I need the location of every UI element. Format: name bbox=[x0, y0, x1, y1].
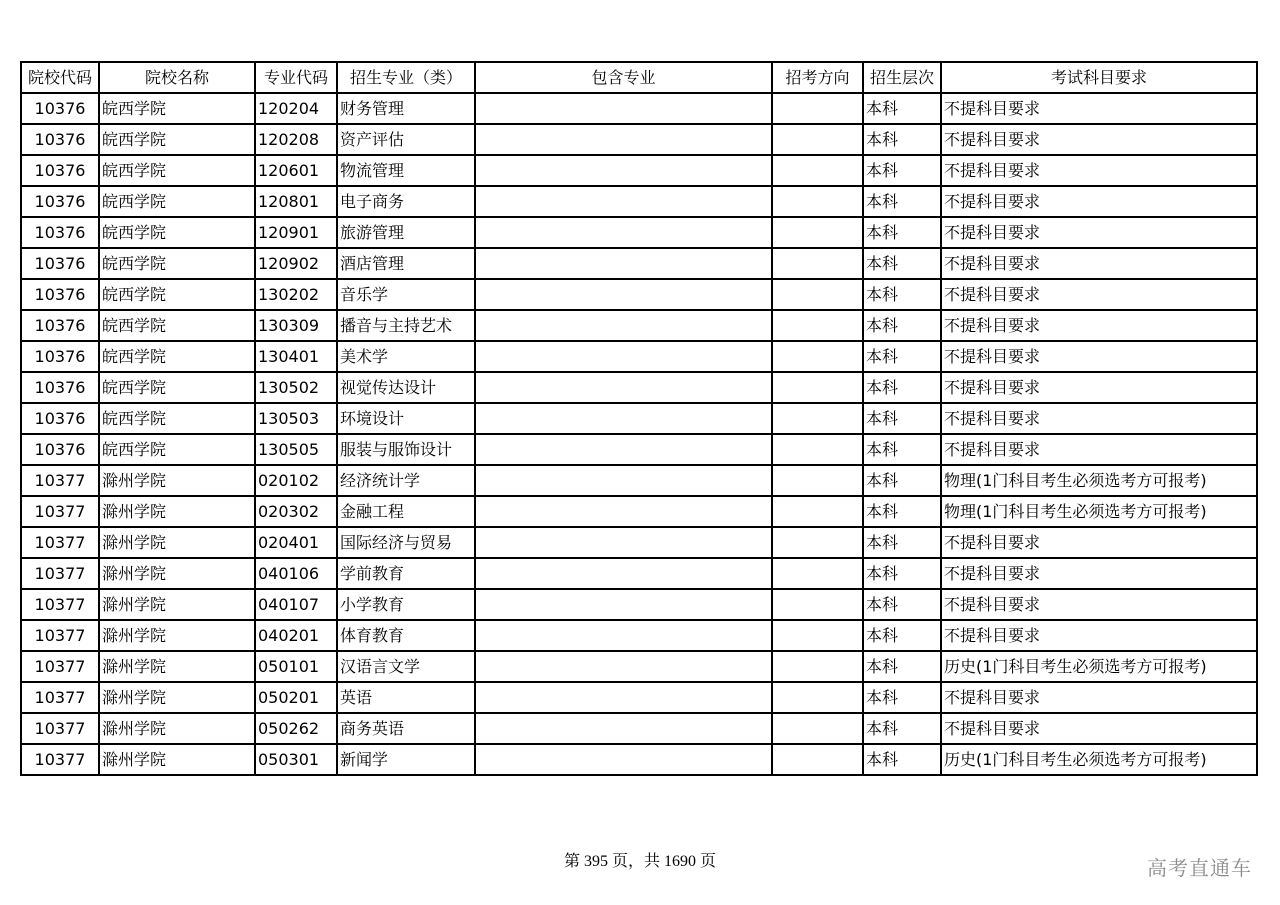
school-code-cell: 10376 bbox=[21, 310, 99, 341]
direction-cell bbox=[772, 682, 863, 713]
direction-cell bbox=[772, 527, 863, 558]
included-majors-cell bbox=[475, 403, 772, 434]
major-code-cell: 120208 bbox=[255, 124, 337, 155]
major-code-cell: 120901 bbox=[255, 217, 337, 248]
table-header-row bbox=[21, 62, 1257, 93]
table-row bbox=[21, 744, 1257, 775]
major-cell: 财务管理 bbox=[337, 93, 475, 124]
included-majors-cell bbox=[475, 496, 772, 527]
table-row bbox=[21, 372, 1257, 403]
major-cell: 音乐学 bbox=[337, 279, 475, 310]
major-code-cell: 020401 bbox=[255, 527, 337, 558]
level-cell: 本科 bbox=[863, 155, 941, 186]
major-code-cell: 040201 bbox=[255, 620, 337, 651]
major-cell: 资产评估 bbox=[337, 124, 475, 155]
school-code-cell: 10377 bbox=[21, 682, 99, 713]
school-code-cell: 10376 bbox=[21, 93, 99, 124]
school-code-cell: 10376 bbox=[21, 248, 99, 279]
direction-cell bbox=[772, 124, 863, 155]
direction-cell bbox=[772, 558, 863, 589]
header-school-name: 院校名称 bbox=[99, 62, 255, 93]
level-cell: 本科 bbox=[863, 527, 941, 558]
school-code-cell: 10376 bbox=[21, 372, 99, 403]
level-cell: 本科 bbox=[863, 589, 941, 620]
table-row bbox=[21, 713, 1257, 744]
major-code-cell: 130401 bbox=[255, 341, 337, 372]
included-majors-cell bbox=[475, 682, 772, 713]
direction-cell bbox=[772, 589, 863, 620]
included-majors-cell bbox=[475, 310, 772, 341]
level-cell: 本科 bbox=[863, 620, 941, 651]
level-cell: 本科 bbox=[863, 372, 941, 403]
school-name-cell: 皖西学院 bbox=[99, 124, 255, 155]
major-cell: 金融工程 bbox=[337, 496, 475, 527]
major-code-cell: 130502 bbox=[255, 372, 337, 403]
major-code-cell: 130309 bbox=[255, 310, 337, 341]
level-cell: 本科 bbox=[863, 651, 941, 682]
school-code-cell: 10376 bbox=[21, 403, 99, 434]
table-row bbox=[21, 589, 1257, 620]
included-majors-cell bbox=[475, 589, 772, 620]
major-code-cell: 020102 bbox=[255, 465, 337, 496]
subject-requirements-cell: 不提科目要求 bbox=[941, 186, 1257, 217]
header-major-code: 专业代码 bbox=[255, 62, 337, 93]
page-number: 第 395 页，共 1690 页 bbox=[563, 853, 716, 870]
direction-cell bbox=[772, 310, 863, 341]
subject-requirements-cell: 不提科目要求 bbox=[941, 434, 1257, 465]
direction-cell bbox=[772, 713, 863, 744]
major-code-cell: 050101 bbox=[255, 651, 337, 682]
level-cell: 本科 bbox=[863, 465, 941, 496]
included-majors-cell bbox=[475, 341, 772, 372]
school-name-cell: 皖西学院 bbox=[99, 434, 255, 465]
school-name-cell: 皖西学院 bbox=[99, 155, 255, 186]
subject-requirements-cell: 历史(1门科目考生必须选考方可报考) bbox=[941, 651, 1257, 682]
school-name-cell: 皖西学院 bbox=[99, 93, 255, 124]
major-cell: 服装与服饰设计 bbox=[337, 434, 475, 465]
included-majors-cell bbox=[475, 651, 772, 682]
table-row bbox=[21, 93, 1257, 124]
included-majors-cell bbox=[475, 527, 772, 558]
major-code-cell: 120204 bbox=[255, 93, 337, 124]
direction-cell bbox=[772, 93, 863, 124]
included-majors-cell bbox=[475, 279, 772, 310]
table-row bbox=[21, 403, 1257, 434]
major-cell: 美术学 bbox=[337, 341, 475, 372]
table-row bbox=[21, 279, 1257, 310]
table-row bbox=[21, 620, 1257, 651]
level-cell: 本科 bbox=[863, 93, 941, 124]
subject-requirements-cell: 不提科目要求 bbox=[941, 155, 1257, 186]
major-cell: 新闻学 bbox=[337, 744, 475, 775]
major-cell: 汉语言文学 bbox=[337, 651, 475, 682]
table-row bbox=[21, 248, 1257, 279]
school-name-cell: 滁州学院 bbox=[99, 558, 255, 589]
major-cell: 小学教育 bbox=[337, 589, 475, 620]
table-row bbox=[21, 186, 1257, 217]
admissions-table bbox=[20, 61, 1258, 776]
level-cell: 本科 bbox=[863, 434, 941, 465]
major-cell: 经济统计学 bbox=[337, 465, 475, 496]
major-cell: 英语 bbox=[337, 682, 475, 713]
subject-requirements-cell: 不提科目要求 bbox=[941, 93, 1257, 124]
subject-requirements-cell: 不提科目要求 bbox=[941, 124, 1257, 155]
direction-cell bbox=[772, 434, 863, 465]
subject-requirements-cell: 不提科目要求 bbox=[941, 341, 1257, 372]
direction-cell bbox=[772, 744, 863, 775]
included-majors-cell bbox=[475, 186, 772, 217]
subject-requirements-cell: 历史(1门科目考生必须选考方可报考) bbox=[941, 744, 1257, 775]
school-name-cell: 滁州学院 bbox=[99, 465, 255, 496]
header-school-code: 院校代码 bbox=[21, 62, 99, 93]
school-name-cell: 皖西学院 bbox=[99, 217, 255, 248]
school-name-cell: 皖西学院 bbox=[99, 403, 255, 434]
school-name-cell: 皖西学院 bbox=[99, 279, 255, 310]
subject-requirements-cell: 不提科目要求 bbox=[941, 527, 1257, 558]
included-majors-cell bbox=[475, 372, 772, 403]
subject-requirements-cell: 物理(1门科目考生必须选考方可报考) bbox=[941, 496, 1257, 527]
level-cell: 本科 bbox=[863, 744, 941, 775]
school-code-cell: 10377 bbox=[21, 713, 99, 744]
level-cell: 本科 bbox=[863, 496, 941, 527]
included-majors-cell bbox=[475, 713, 772, 744]
school-code-cell: 10376 bbox=[21, 434, 99, 465]
table-row bbox=[21, 217, 1257, 248]
level-cell: 本科 bbox=[863, 682, 941, 713]
subject-requirements-cell: 不提科目要求 bbox=[941, 310, 1257, 341]
header-major: 招生专业（类） bbox=[337, 62, 475, 93]
table-row bbox=[21, 465, 1257, 496]
school-name-cell: 滁州学院 bbox=[99, 496, 255, 527]
subject-requirements-cell: 不提科目要求 bbox=[941, 713, 1257, 744]
direction-cell bbox=[772, 341, 863, 372]
school-name-cell: 滁州学院 bbox=[99, 589, 255, 620]
level-cell: 本科 bbox=[863, 341, 941, 372]
school-code-cell: 10377 bbox=[21, 558, 99, 589]
school-code-cell: 10377 bbox=[21, 620, 99, 651]
school-code-cell: 10377 bbox=[21, 651, 99, 682]
level-cell: 本科 bbox=[863, 558, 941, 589]
major-code-cell: 120902 bbox=[255, 248, 337, 279]
school-code-cell: 10377 bbox=[21, 527, 99, 558]
direction-cell bbox=[772, 651, 863, 682]
major-cell: 商务英语 bbox=[337, 713, 475, 744]
level-cell: 本科 bbox=[863, 186, 941, 217]
level-cell: 本科 bbox=[863, 279, 941, 310]
level-cell: 本科 bbox=[863, 217, 941, 248]
school-name-cell: 滁州学院 bbox=[99, 651, 255, 682]
school-code-cell: 10376 bbox=[21, 155, 99, 186]
major-code-cell: 020302 bbox=[255, 496, 337, 527]
school-name-cell: 皖西学院 bbox=[99, 186, 255, 217]
direction-cell bbox=[772, 403, 863, 434]
header-included-majors: 包含专业 bbox=[475, 62, 772, 93]
major-code-cell: 130202 bbox=[255, 279, 337, 310]
school-code-cell: 10377 bbox=[21, 496, 99, 527]
major-code-cell: 120801 bbox=[255, 186, 337, 217]
subject-requirements-cell: 不提科目要求 bbox=[941, 403, 1257, 434]
subject-requirements-cell: 不提科目要求 bbox=[941, 279, 1257, 310]
direction-cell bbox=[772, 279, 863, 310]
major-code-cell: 050262 bbox=[255, 713, 337, 744]
subject-requirements-cell: 不提科目要求 bbox=[941, 620, 1257, 651]
level-cell: 本科 bbox=[863, 403, 941, 434]
major-cell: 国际经济与贸易 bbox=[337, 527, 475, 558]
table-row bbox=[21, 155, 1257, 186]
school-name-cell: 皖西学院 bbox=[99, 341, 255, 372]
major-cell: 视觉传达设计 bbox=[337, 372, 475, 403]
school-name-cell: 皖西学院 bbox=[99, 248, 255, 279]
included-majors-cell bbox=[475, 155, 772, 186]
subject-requirements-cell: 不提科目要求 bbox=[941, 248, 1257, 279]
school-code-cell: 10376 bbox=[21, 279, 99, 310]
table-row bbox=[21, 682, 1257, 713]
included-majors-cell bbox=[475, 217, 772, 248]
included-majors-cell bbox=[475, 124, 772, 155]
school-code-cell: 10376 bbox=[21, 124, 99, 155]
major-code-cell: 040107 bbox=[255, 589, 337, 620]
included-majors-cell bbox=[475, 93, 772, 124]
direction-cell bbox=[772, 217, 863, 248]
major-cell: 物流管理 bbox=[337, 155, 475, 186]
major-code-cell: 120601 bbox=[255, 155, 337, 186]
level-cell: 本科 bbox=[863, 248, 941, 279]
major-cell: 电子商务 bbox=[337, 186, 475, 217]
table-row bbox=[21, 558, 1257, 589]
school-name-cell: 滁州学院 bbox=[99, 620, 255, 651]
school-code-cell: 10376 bbox=[21, 186, 99, 217]
included-majors-cell bbox=[475, 434, 772, 465]
level-cell: 本科 bbox=[863, 124, 941, 155]
school-name-cell: 滁州学院 bbox=[99, 713, 255, 744]
table-row bbox=[21, 496, 1257, 527]
school-code-cell: 10376 bbox=[21, 341, 99, 372]
school-code-cell: 10377 bbox=[21, 589, 99, 620]
direction-cell bbox=[772, 155, 863, 186]
table-body bbox=[21, 93, 1257, 775]
major-code-cell: 130503 bbox=[255, 403, 337, 434]
direction-cell bbox=[772, 372, 863, 403]
included-majors-cell bbox=[475, 248, 772, 279]
major-cell: 体育教育 bbox=[337, 620, 475, 651]
school-name-cell: 滁州学院 bbox=[99, 682, 255, 713]
subject-requirements-cell: 不提科目要求 bbox=[941, 558, 1257, 589]
included-majors-cell bbox=[475, 744, 772, 775]
header-subject-requirements: 考试科目要求 bbox=[941, 62, 1257, 93]
school-name-cell: 滁州学院 bbox=[99, 527, 255, 558]
level-cell: 本科 bbox=[863, 713, 941, 744]
direction-cell bbox=[772, 186, 863, 217]
direction-cell bbox=[772, 248, 863, 279]
direction-cell bbox=[772, 465, 863, 496]
major-code-cell: 040106 bbox=[255, 558, 337, 589]
table-row bbox=[21, 527, 1257, 558]
subject-requirements-cell: 物理(1门科目考生必须选考方可报考) bbox=[941, 465, 1257, 496]
header-direction: 招考方向 bbox=[772, 62, 863, 93]
watermark: 高考直通车 bbox=[1147, 856, 1252, 880]
included-majors-cell bbox=[475, 620, 772, 651]
subject-requirements-cell: 不提科目要求 bbox=[941, 589, 1257, 620]
school-name-cell: 皖西学院 bbox=[99, 310, 255, 341]
school-name-cell: 皖西学院 bbox=[99, 372, 255, 403]
major-code-cell: 050201 bbox=[255, 682, 337, 713]
subject-requirements-cell: 不提科目要求 bbox=[941, 372, 1257, 403]
included-majors-cell bbox=[475, 465, 772, 496]
table-row bbox=[21, 651, 1257, 682]
major-cell: 旅游管理 bbox=[337, 217, 475, 248]
major-cell: 酒店管理 bbox=[337, 248, 475, 279]
subject-requirements-cell: 不提科目要求 bbox=[941, 217, 1257, 248]
school-name-cell: 滁州学院 bbox=[99, 744, 255, 775]
school-code-cell: 10377 bbox=[21, 465, 99, 496]
major-code-cell: 130505 bbox=[255, 434, 337, 465]
school-code-cell: 10376 bbox=[21, 217, 99, 248]
table-row bbox=[21, 124, 1257, 155]
major-cell: 环境设计 bbox=[337, 403, 475, 434]
major-cell: 播音与主持艺术 bbox=[337, 310, 475, 341]
subject-requirements-cell: 不提科目要求 bbox=[941, 682, 1257, 713]
direction-cell bbox=[772, 620, 863, 651]
header-level: 招生层次 bbox=[863, 62, 941, 93]
table-row bbox=[21, 341, 1257, 372]
major-code-cell: 050301 bbox=[255, 744, 337, 775]
included-majors-cell bbox=[475, 558, 772, 589]
direction-cell bbox=[772, 496, 863, 527]
major-cell: 学前教育 bbox=[337, 558, 475, 589]
table-row bbox=[21, 434, 1257, 465]
table-row bbox=[21, 310, 1257, 341]
level-cell: 本科 bbox=[863, 310, 941, 341]
school-code-cell: 10377 bbox=[21, 744, 99, 775]
